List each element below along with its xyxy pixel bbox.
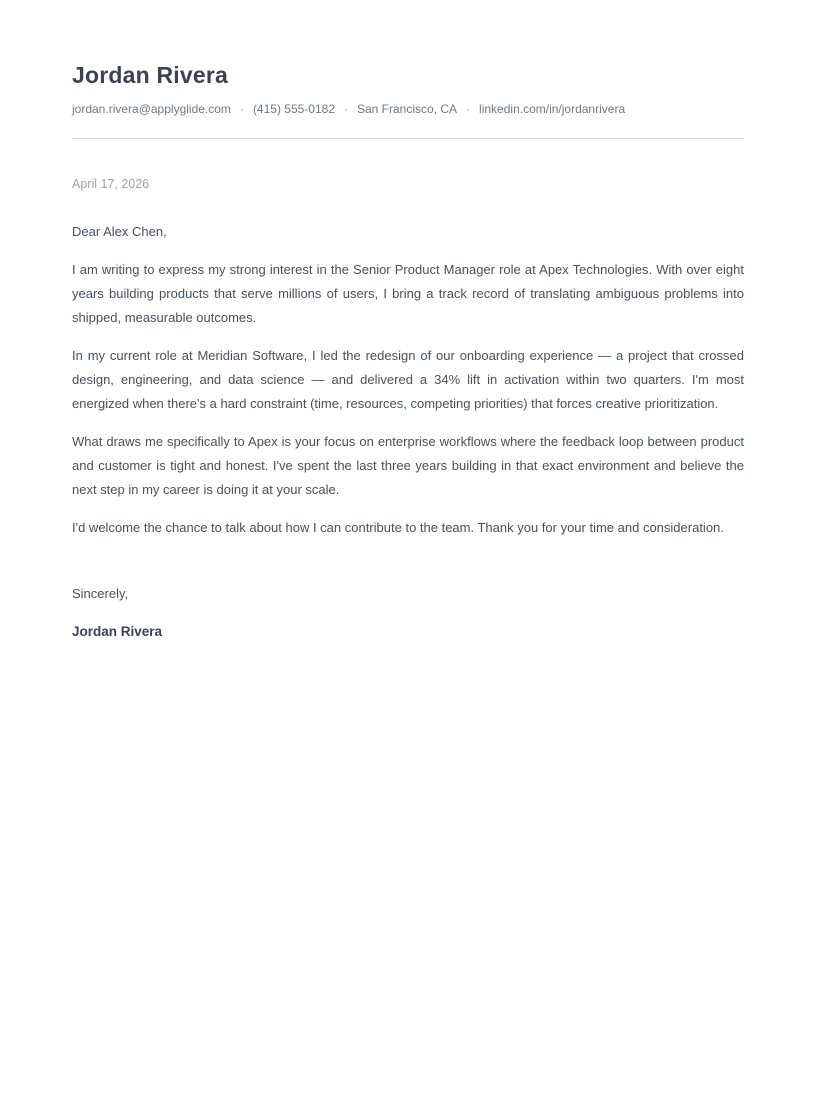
letter-greeting: Dear Alex Chen, [72,224,167,239]
letter-signature: Jordan Rivera [72,624,163,639]
letter-header [72,62,744,139]
letter-paragraph: I'd welcome the chance to talk about how I can contribute to the team. Thank you for your time and consideration. [72,520,724,535]
page-title: Jordan Rivera [72,62,228,88]
letter-paragraph: What draws me specifically to Apex is your focus on enterprise workflows where the feedback loop between product and customer is tight and honest. I've spent the last three years building in that exact environment and believe the next step in my career is doing it at your scale. [72,434,744,497]
letter-date: April 17, 2026 [72,177,150,191]
letter-paragraph: In my current role at Meridian Software, I led the redesign of our onboarding experience — a project that crossed design, engineering, and data science — and delivered a 34% lift in activation within two quarters. I'm most energized when there's a hard constraint (time, resources, competing priorities) that forces creative prioritization. [72,348,744,411]
separator-dot: · [344,102,348,116]
letter-paragraph: I am writing to express my strong interest in the Senior Product Manager role at Apex Technologies. With over eight years building products that serve millions of users, I bring a track record of translating ambiguous problems into shipped, measurable outcomes. [72,262,744,325]
header-divider [72,138,744,139]
letter-closing: Sincerely, [72,586,129,601]
letter-body [72,177,744,644]
separator-dot: · [466,102,471,116]
contact-phone: (415) 555-0182 [252,102,335,116]
separator-dot: · [239,102,244,116]
contact-line [72,102,744,116]
contact-location: San Francisco, CA [357,102,458,116]
contact-email: jordan.rivera@applyglide.com [72,102,231,116]
cover-letter-page [72,0,744,644]
contact-linkedin: linkedin.com/in/jordanrivera [479,102,626,116]
